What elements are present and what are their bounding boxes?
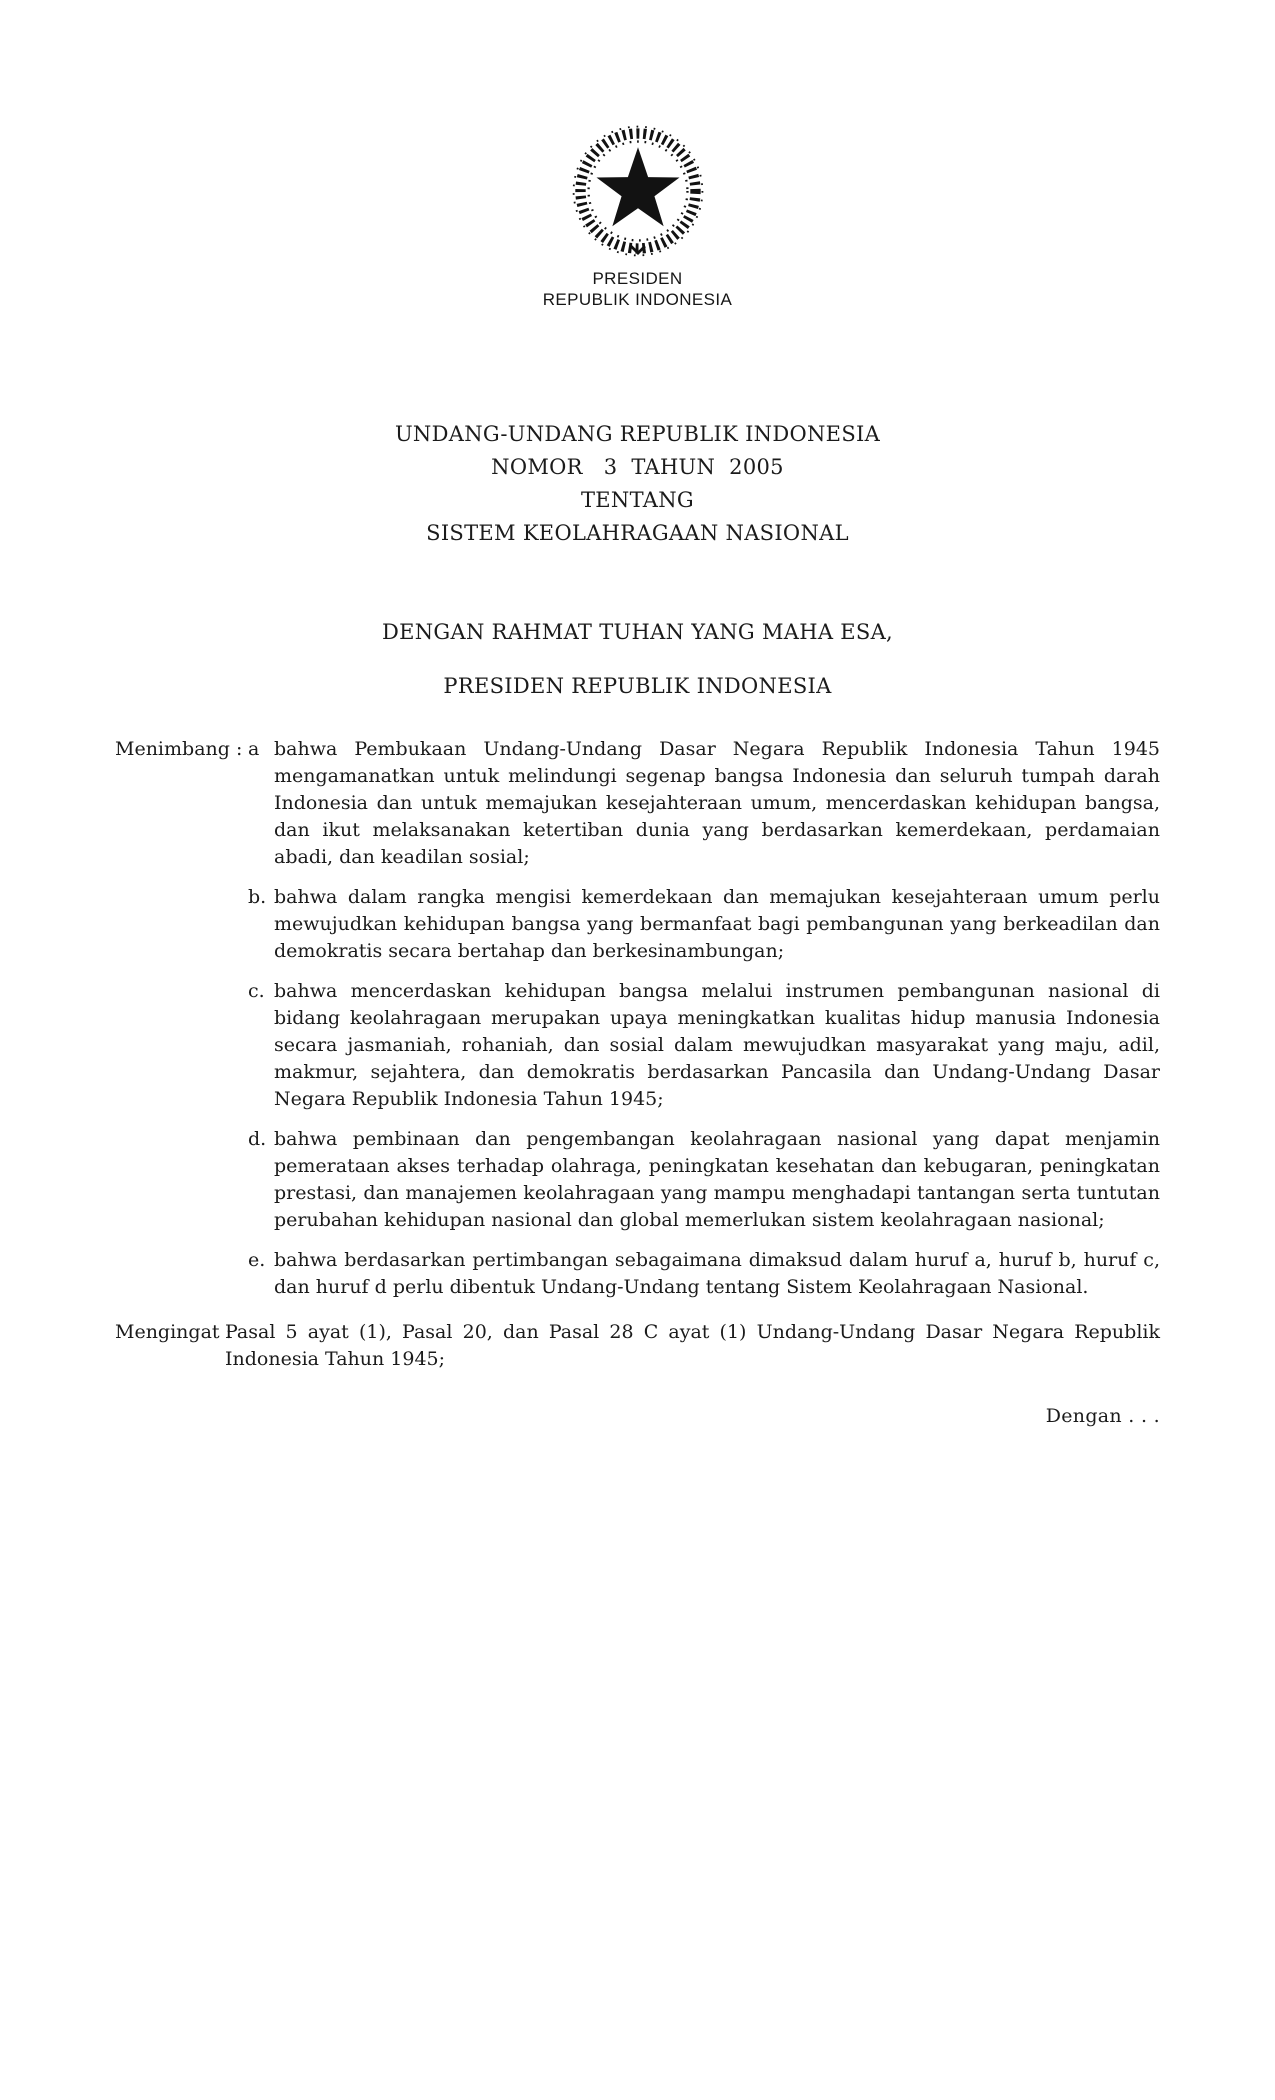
document-title-block bbox=[115, 418, 1160, 550]
menimbang-item-c bbox=[248, 978, 1160, 1113]
title-line-subject: SISTEM KEOLAHRAGAAN NASIONAL bbox=[426, 521, 849, 545]
menimbang-item-c-marker: c. bbox=[248, 980, 265, 1002]
menimbang-item-a-text: bahwa Pembukaan Undang-Undang Dasar Negara Republik Indonesia Tahun 1945 mengamanatkan untuk melindungi segenap bangsa Indonesia dan seluruh tumpah darah Indonesia dan untuk memajukan kesejahteraan umum, mencerdaskan kehidupan bangsa, dan ikut melaksanakan ketertiban dunia yang berdasarkan kemerdekaan, perdamaian abadi, dan keadilan sosial; bbox=[274, 738, 1160, 868]
mengingat-section bbox=[115, 1319, 1160, 1373]
title-line-tentang: TENTANG bbox=[581, 488, 694, 512]
letterhead-republik-indonesia: REPUBLIK INDONESIA bbox=[542, 290, 733, 309]
preamble-authority: PRESIDEN REPUBLIK INDONESIA bbox=[443, 674, 832, 698]
letterhead-presiden: PRESIDEN bbox=[592, 269, 683, 288]
menimbang-item-c-text: bahwa mencerdaskan kehidupan bangsa melalui instrumen pembangunan nasional di bidang keolahragaan merupakan upaya meningkatkan kualitas hidup manusia Indonesia secara jasmaniah, rohaniah, dan sosial dalam mewujudkan masyarakat yang maju, adil, makmur, sejahtera, dan demokratis berdasarkan Pancasila dan Undang-Undang Dasar Negara Republik Indonesia Tahun 1945; bbox=[274, 980, 1160, 1110]
menimbang-item-e bbox=[248, 1247, 1160, 1301]
preamble-invocation: DENGAN RAHMAT TUHAN YANG MAHA ESA, bbox=[381, 620, 894, 644]
page-continuation-marker: Dengan . . . bbox=[1045, 1405, 1160, 1427]
menimbang-item-e-marker: e. bbox=[248, 1249, 266, 1271]
menimbang-section bbox=[115, 736, 1160, 1301]
menimbang-item-d bbox=[248, 1126, 1160, 1234]
mengingat-label: Mengingat : bbox=[115, 1321, 232, 1343]
mengingat-body bbox=[225, 1319, 1160, 1373]
menimbang-item-d-marker: d. bbox=[248, 1128, 267, 1150]
menimbang-item-b-marker: b. bbox=[248, 886, 267, 908]
menimbang-item-e-text: bahwa berdasarkan pertimbangan sebagaimana dimaksud dalam huruf a, huruf b, huruf c, dan huruf d perlu dibentuk Undang-Undang tentang Sistem Keolahragaan Nasional. bbox=[274, 1249, 1160, 1298]
menimbang-items bbox=[248, 736, 1160, 1301]
menimbang-item-b bbox=[248, 884, 1160, 965]
menimbang-item-a-marker: a bbox=[248, 738, 260, 760]
letterhead bbox=[115, 122, 1160, 310]
mengingat-text: Pasal 5 ayat (1), Pasal 20, dan Pasal 28 C ayat (1) Undang-Undang Dasar Negara Republik Indonesia Tahun 1945; bbox=[225, 1321, 1160, 1370]
title-line-nomor-tahun: NOMOR 3 TAHUN 2005 bbox=[491, 455, 784, 479]
menimbang-item-a bbox=[248, 736, 1160, 871]
presidential-seal-icon bbox=[569, 122, 707, 260]
menimbang-item-d-text: bahwa pembinaan dan pengembangan keolahragaan nasional yang dapat menjamin pemerataan akses terhadap olahraga, peningkatan kesehatan dan kebugaran, peningkatan prestasi, dan manajemen keolahragaan yang mampu menghadapi tantangan serta tuntutan perubahan kehidupan nasional dan global memerlukan sistem keolahragaan nasional; bbox=[274, 1128, 1160, 1231]
title-line-undang-undang: UNDANG-UNDANG REPUBLIK INDONESIA bbox=[394, 422, 881, 446]
menimbang-item-b-text: bahwa dalam rangka mengisi kemerdekaan dan memajukan kesejahteraan umum perlu mewujudkan kehidupan bangsa yang bermanfaat bagi pembangunan yang berkeadilan dan demokratis secara bertahap dan berkesinambungan; bbox=[274, 886, 1160, 962]
menimbang-label: Menimbang : bbox=[115, 738, 243, 760]
